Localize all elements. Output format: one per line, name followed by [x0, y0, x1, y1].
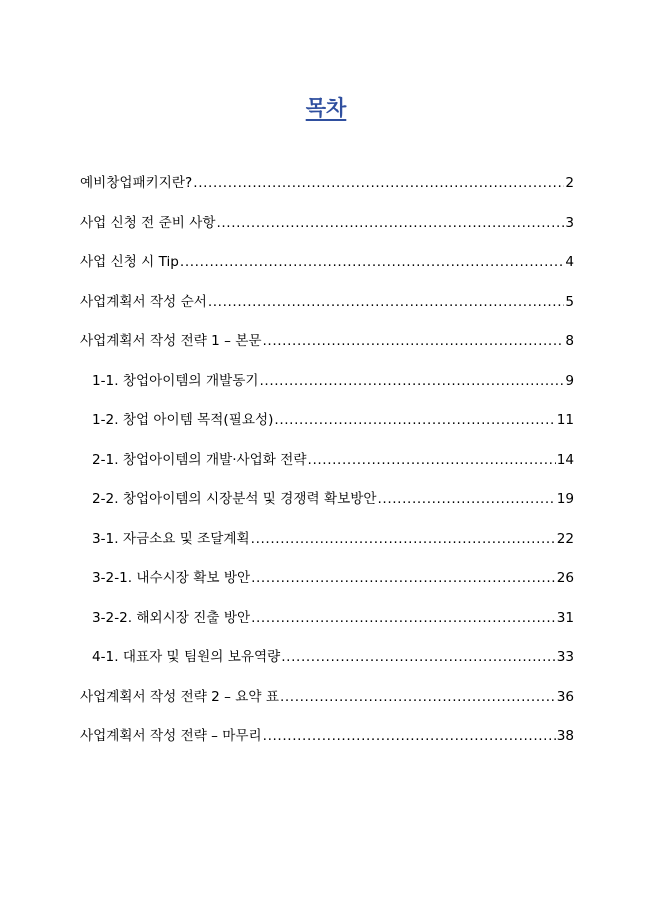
- toc-title-text: 목차: [305, 96, 347, 120]
- toc-entry[interactable]: [92, 646, 574, 668]
- toc-entry-page-number: 33: [556, 649, 574, 665]
- toc-entry-label: 사업계획서 작성 순서: [80, 293, 207, 310]
- toc-entry-page-number: 2: [565, 175, 574, 191]
- toc-entry-label: 2-2. 창업아이템의 시장분석 및 경쟁력 확보방안: [92, 491, 377, 507]
- toc-leader-dots: [193, 172, 564, 194]
- toc-leader-dots: [180, 251, 564, 273]
- toc-entry[interactable]: [92, 409, 574, 431]
- toc-leader-dots: [263, 725, 556, 747]
- toc-entry[interactable]: [80, 251, 574, 273]
- toc-entry[interactable]: [92, 449, 574, 471]
- toc-entry[interactable]: [92, 567, 574, 589]
- toc-leader-dots: [216, 212, 564, 234]
- toc-entry-label: 사업 신청 시 Tip: [80, 254, 179, 270]
- toc-entry[interactable]: [80, 330, 574, 352]
- toc-entry[interactable]: [80, 172, 574, 194]
- toc-leader-dots: [280, 686, 556, 708]
- toc-entry-label: 4-1. 대표자 및 팀원의 보유역량: [92, 649, 281, 665]
- toc-entry-label: 예비창업패키지란?: [80, 175, 193, 191]
- toc-entry-label: 3-2-2. 해외시장 진출 방안: [92, 609, 251, 626]
- toc-leader-dots: [251, 567, 556, 589]
- toc-entry-page-number: 4: [565, 254, 574, 270]
- toc-entry-page-number: 31: [556, 609, 574, 626]
- toc-entry[interactable]: [80, 291, 574, 313]
- toc-entry-page-number: 19: [556, 491, 574, 507]
- toc-leader-dots: [378, 488, 556, 510]
- toc-leader-dots: [259, 370, 564, 392]
- toc-entry[interactable]: [92, 370, 574, 392]
- toc-entry[interactable]: [92, 488, 574, 510]
- toc-entry-label: 2-1. 창업아이템의 개발·사업화 전략: [92, 451, 307, 468]
- toc-entry-page-number: 3: [565, 214, 574, 231]
- toc-leader-dots: [251, 607, 556, 629]
- toc-title: [0, 92, 652, 122]
- toc-leader-dots: [308, 449, 556, 471]
- toc-entry-page-number: 14: [556, 451, 574, 468]
- toc-leader-dots: [251, 528, 556, 550]
- toc-leader-dots: [263, 330, 565, 352]
- toc-entry-label: 사업 신청 전 준비 사항: [80, 214, 216, 231]
- toc-entry[interactable]: [80, 725, 574, 747]
- toc-entry-label: 3-2-1. 내수시장 확보 방안: [92, 570, 251, 586]
- toc-leader-dots: [281, 646, 555, 668]
- toc-entry-label: 1-2. 창업 아이템 목적(필요성): [92, 412, 274, 428]
- toc-entry-page-number: 9: [565, 372, 574, 389]
- toc-entry[interactable]: [80, 212, 574, 234]
- toc-entry-page-number: 26: [556, 570, 574, 586]
- toc-entry-page-number: 22: [556, 530, 574, 547]
- toc-entry-page-number: 8: [565, 333, 574, 349]
- toc-entry-label: 사업계획서 작성 전략 1 – 본문: [80, 333, 262, 349]
- toc-entry[interactable]: [80, 686, 574, 708]
- toc-leader-dots: [208, 291, 565, 313]
- toc-leader-dots: [274, 409, 555, 431]
- toc-entry-page-number: 36: [556, 688, 574, 705]
- toc-entry-label: 1-1. 창업아이템의 개발동기: [92, 372, 259, 389]
- toc-entry-page-number: 11: [556, 412, 574, 428]
- toc-entry[interactable]: [92, 607, 574, 629]
- toc-entry-page-number: 38: [556, 728, 574, 744]
- toc-entry[interactable]: [92, 528, 574, 550]
- toc-entry-label: 3-1. 자금소요 및 조달계획: [92, 530, 250, 547]
- toc-entry-label: 사업계획서 작성 전략 2 – 요약 표: [80, 688, 279, 705]
- toc-entry-label: 사업계획서 작성 전략 – 마무리: [80, 728, 262, 744]
- toc-entry-page-number: 5: [565, 293, 574, 310]
